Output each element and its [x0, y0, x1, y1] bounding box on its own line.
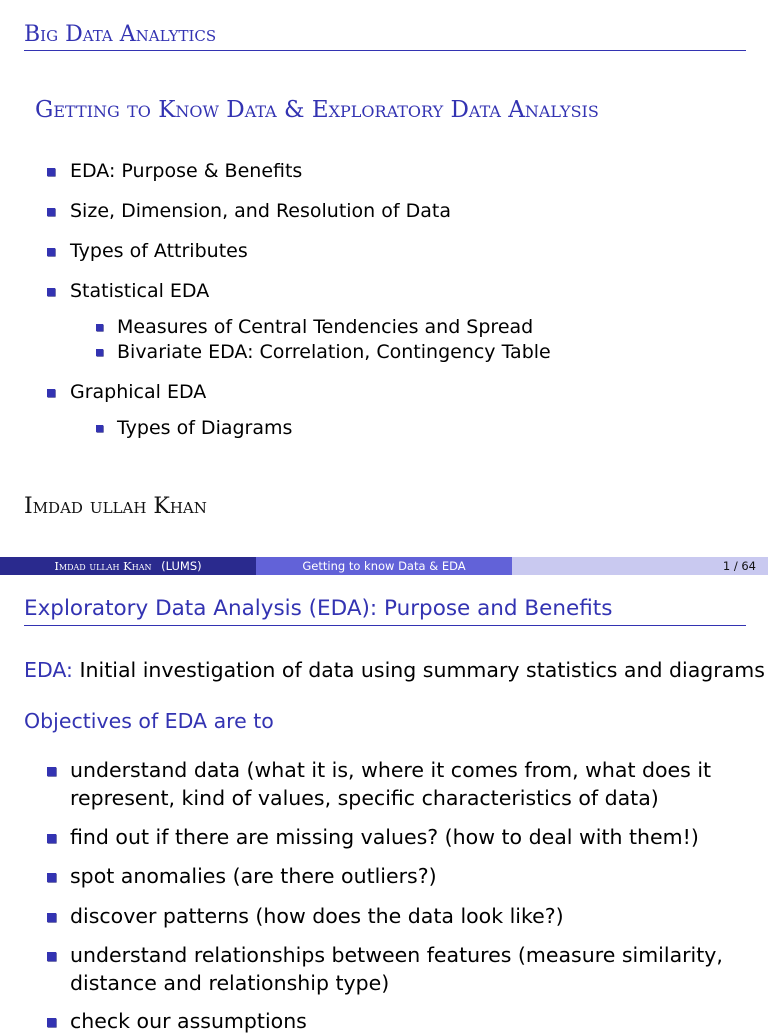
objectives-heading: Objectives of EDA are to — [24, 709, 274, 733]
sub-bullet-icon — [96, 324, 103, 331]
slide-2-title: Exploratory Data Analysis (EDA): Purpose and Benefits — [24, 596, 613, 621]
sub-bullet-icon — [96, 425, 103, 432]
outline-item: Graphical EDA — [70, 381, 207, 403]
outline-item: Size, Dimension, and Resolution of Data — [70, 200, 451, 222]
footer-author — [0, 557, 256, 575]
outline-subitem: Bivariate EDA: Correlation, Contingency Table — [117, 341, 551, 363]
slide-footer — [0, 557, 768, 575]
bullet-icon — [47, 913, 56, 922]
bullet-icon — [47, 208, 55, 216]
bullet-icon — [47, 834, 56, 843]
slide-title: Getting to Know Data & Exploratory Data Analysis — [35, 97, 599, 123]
bullet-icon — [47, 389, 55, 397]
outline-subitem: Measures of Central Tendencies and Spread — [117, 316, 534, 338]
footer-short-title: Getting to know Data & EDA — [256, 557, 512, 575]
outline-item: EDA: Purpose & Benefits — [70, 160, 303, 182]
outline-subitem: Types of Diagrams — [117, 417, 293, 439]
slide-2-title-rule — [24, 625, 746, 626]
bullet-icon — [47, 288, 55, 296]
slide-header: Big Data Analytics — [24, 22, 217, 47]
footer-author-name: Imdad ullah Khan — [54, 559, 152, 573]
footer-affiliation: (LUMS) — [161, 559, 202, 573]
objective-item: discover patterns (how does the data look like?) — [70, 904, 564, 928]
objective-item: understand relationships between features (measure similarity, — [70, 943, 723, 967]
definition-line — [24, 656, 765, 684]
sub-bullet-icon — [96, 349, 103, 356]
definition-term: EDA: — [24, 658, 73, 682]
header-rule — [24, 50, 746, 51]
author-name: Imdad ullah Khan — [24, 494, 207, 519]
bullet-icon — [47, 168, 55, 176]
outline-item: Statistical EDA — [70, 280, 210, 302]
outline-item: Types of Attributes — [70, 240, 248, 262]
bullet-icon — [47, 767, 56, 776]
bullet-icon — [47, 873, 56, 882]
footer-page-number: 1 / 64 — [512, 557, 768, 575]
objective-item: find out if there are missing values? (how to deal with them!) — [70, 825, 699, 849]
bullet-icon — [47, 1018, 56, 1027]
bullet-icon — [47, 248, 55, 256]
objective-item: understand data (what it is, where it comes from, what does it — [70, 758, 712, 782]
objective-item: spot anomalies (are there outliers?) — [70, 864, 437, 888]
objective-item: check our assumptions — [70, 1009, 307, 1033]
bullet-icon — [47, 952, 56, 961]
objective-item-cont: represent, kind of values, specific characteristics of data) — [70, 786, 659, 810]
objective-item-cont: distance and relationship type) — [70, 971, 390, 995]
definition-text: Initial investigation of data using summary statistics and diagrams — [79, 658, 765, 682]
